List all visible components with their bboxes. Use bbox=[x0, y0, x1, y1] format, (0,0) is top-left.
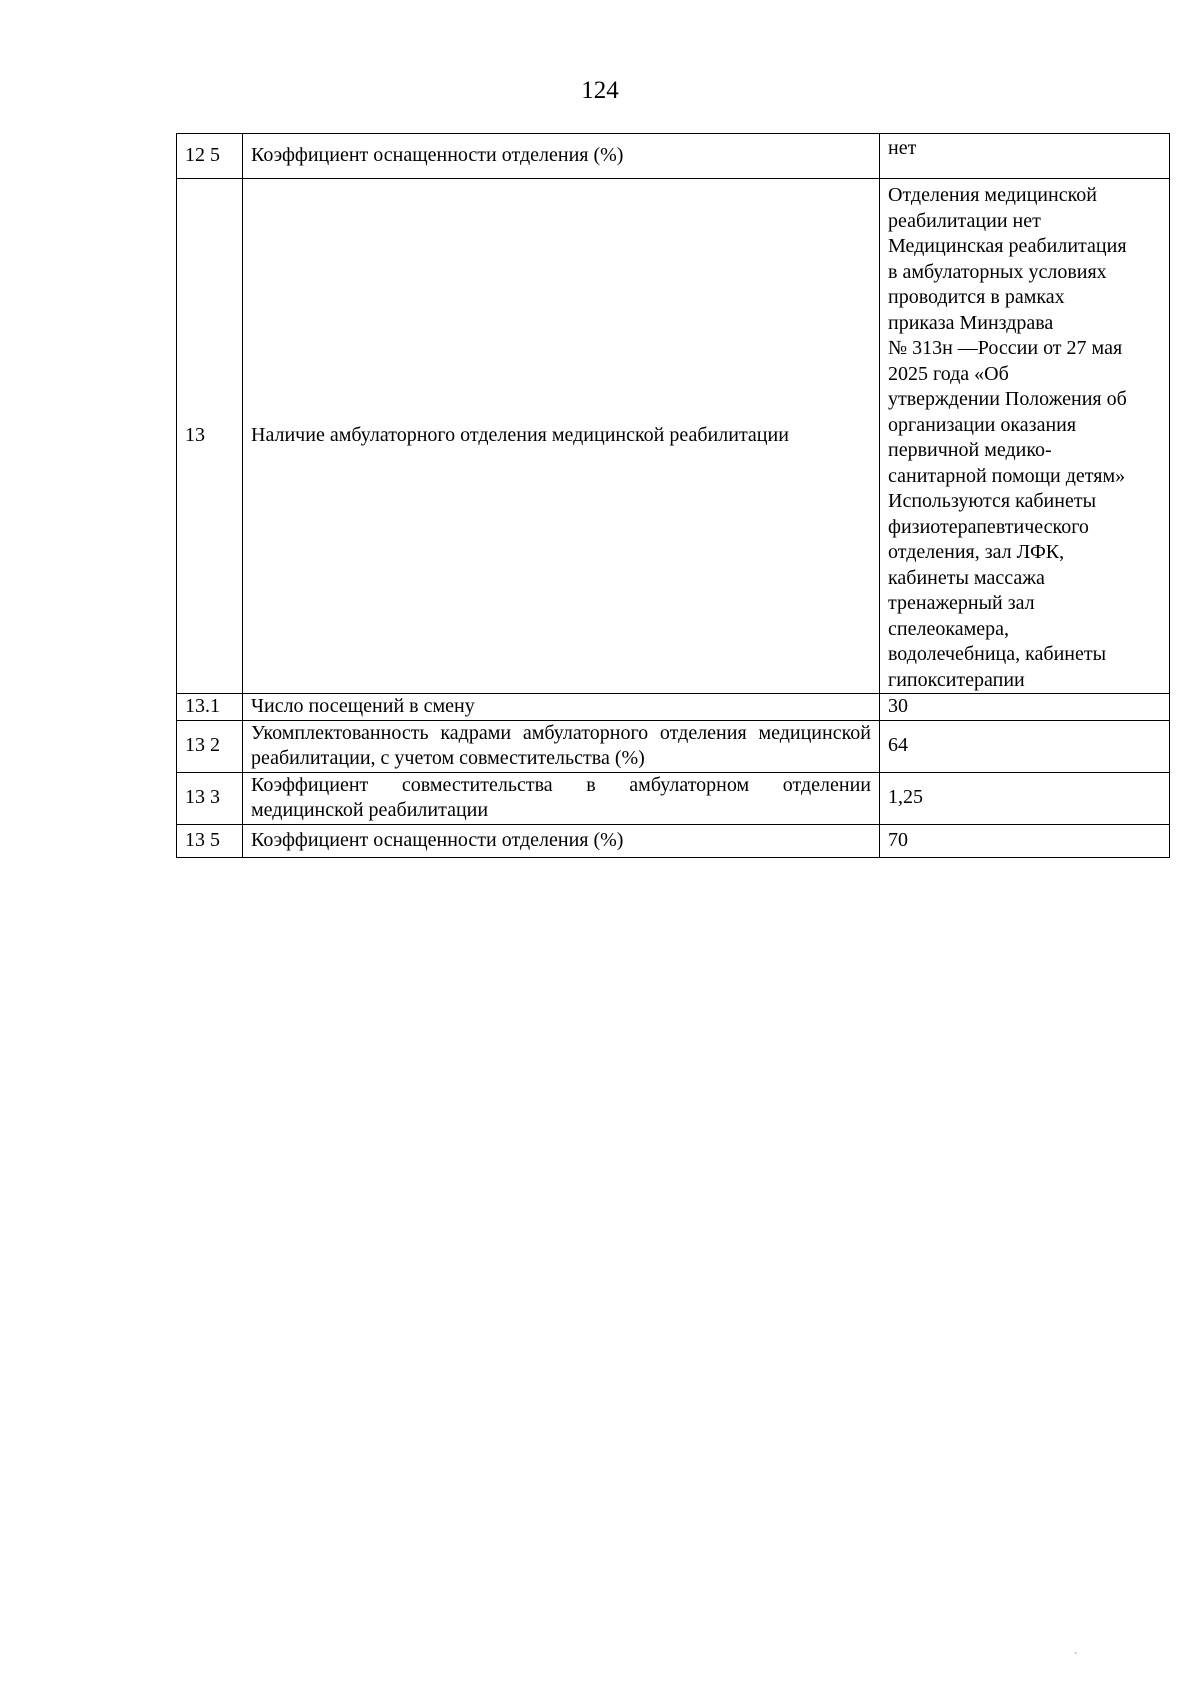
value-text-line: в амбулаторных условиях bbox=[888, 260, 1107, 283]
row-number-cell: 13 3 bbox=[177, 772, 243, 824]
value-text-line: санитарной помощи детям» bbox=[888, 464, 1126, 487]
row-number-cell: 13 bbox=[177, 179, 243, 694]
row-number-cell: 13.1 bbox=[177, 694, 243, 721]
indicator-name-cell: Наличие амбулаторного отделения медицинской реабилитации bbox=[243, 179, 880, 694]
value-text-line: проводится в рамках bbox=[888, 286, 1065, 308]
table-row bbox=[177, 694, 1170, 721]
page-number: 124 bbox=[581, 77, 619, 104]
value-text-line: первичной медико- bbox=[888, 439, 1052, 461]
indicator-value-cell: 1,25 bbox=[880, 772, 1170, 824]
indicator-name-cell: Число посещений в смену bbox=[243, 694, 880, 721]
value-text-line: приказа Минздрава bbox=[888, 311, 1054, 334]
value-text-line: реабилитации нет bbox=[888, 209, 1041, 232]
indicator-name-cell: Коэффициент оснащенности отделения (%) bbox=[243, 134, 880, 179]
scan-speck: ˋ bbox=[1074, 1652, 1078, 1663]
table-row bbox=[177, 772, 1170, 824]
value-text-line: тренажерный зал bbox=[888, 592, 1035, 614]
table-row bbox=[177, 720, 1170, 772]
row-number-cell: 12 5 bbox=[177, 134, 243, 179]
indicator-value-cell bbox=[880, 179, 1170, 694]
indicators-table bbox=[176, 133, 1170, 858]
indicator-value-cell: 64 bbox=[880, 720, 1170, 772]
value-text-line: физиотерапевтического bbox=[888, 515, 1089, 538]
indicator-name-cell: Коэффициент оснащенности отделения (%) bbox=[243, 824, 880, 857]
table-row bbox=[177, 179, 1170, 694]
value-text-line: 2025 года «Об bbox=[888, 362, 1009, 385]
value-text-line: кабинеты массажа bbox=[888, 566, 1045, 589]
indicator-value-cell: 70 bbox=[880, 824, 1170, 857]
value-text-line: гипокситерапии bbox=[888, 668, 1025, 691]
value-text-line: № 313н —России от 27 мая bbox=[888, 337, 1123, 359]
value-text-line: утверждении Положения об bbox=[888, 388, 1127, 410]
value-text-line: Используются кабинеты bbox=[888, 490, 1097, 512]
value-text-line: водолечебница, кабинеты bbox=[888, 643, 1107, 665]
row-number-cell: 13 2 bbox=[177, 720, 243, 772]
row-number-cell: 13 5 bbox=[177, 824, 243, 857]
indicator-name-cell: Коэффициент совместительства в амбулаторном отделении медицинской реабилитации bbox=[243, 772, 880, 824]
table-row bbox=[177, 134, 1170, 179]
value-text-line: отделения, зал ЛФК, bbox=[888, 541, 1065, 563]
value-text-line: Отделения медицинской bbox=[888, 184, 1097, 206]
indicator-value-cell: 30 bbox=[880, 694, 1170, 721]
table-row bbox=[177, 824, 1170, 857]
indicator-name-cell: Укомплектованность кадрами амбулаторного отделения медицинской реабилитации, с учетом совместительства (%) bbox=[243, 720, 880, 772]
value-text-line: Медицинская реабилитация bbox=[888, 235, 1127, 257]
indicator-value-cell: нет bbox=[880, 134, 1170, 179]
value-text-line: спелеокамера, bbox=[888, 617, 1010, 640]
value-text-line: организации оказания bbox=[888, 413, 1077, 436]
